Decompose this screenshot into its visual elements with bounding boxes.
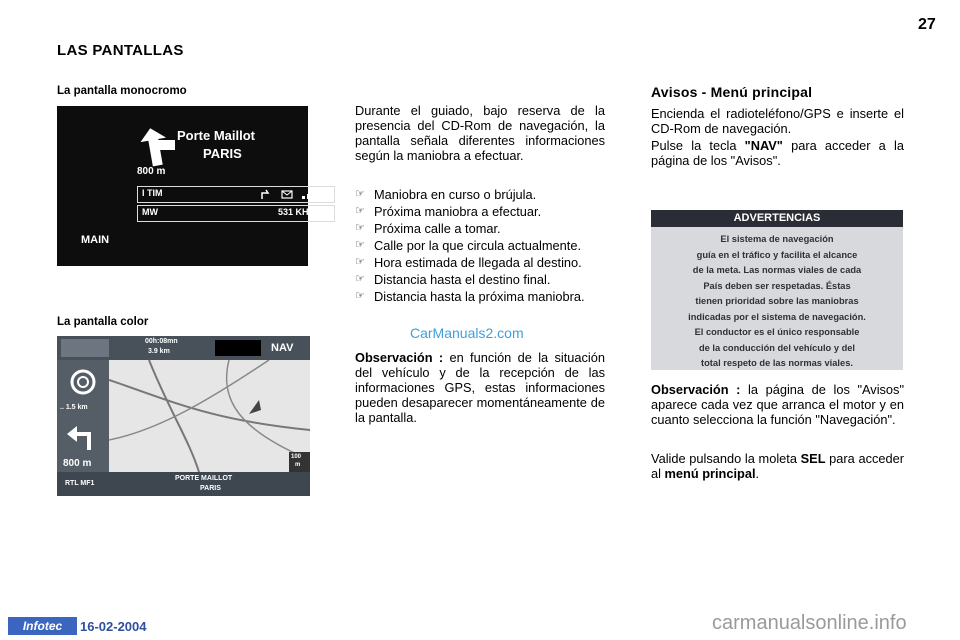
mono-screen-label: La pantalla monocromo [57,85,187,97]
map [109,360,310,472]
nav-key: "NAV" [744,138,783,153]
observation-label: Observación : [355,350,444,365]
color-dist-total: 3.9 km [148,348,170,355]
mono-distance: 800 m [137,166,166,177]
turn-left-arrow-icon [139,124,179,168]
list-item: ☞ Hora estimada de llegada al destino. [355,255,582,270]
pointing-hand-icon: ☞ [355,205,365,217]
mono-row1-left: I TIM [142,188,163,198]
color-nav: NAV [271,342,294,354]
color-scale-num: 100 [291,454,302,460]
watermark-center: CarManuals2.com [410,325,524,341]
pointing-hand-icon: ☞ [355,188,365,200]
main-menu-label: menú principal [664,466,756,481]
observation-text: en función de la situación del vehículo y de la recepción de las informaciones GPS, estas informaciones pueden desaparecer momentáneamente de la pantalla. [355,350,606,425]
list-item: ☞ Próxima calle a tomar. [355,221,501,236]
map-roads [109,360,310,472]
pointing-hand-icon: ☞ [355,290,365,302]
status-icons [258,189,328,200]
warning-title: ADVERTENCIAS [651,210,903,227]
mono-row-radio [137,205,335,222]
pointing-hand-icon: ☞ [355,256,365,268]
right-paragraph-3: Valide pulsando la moleta SEL para acceder al menú principal. [651,451,904,481]
right-paragraph-2: Pulse la tecla "NAV" para acceder a la página de los "Avisos". [651,138,904,168]
right-observation: Observación : la página de los "Avisos" aparece cada vez que arranca el motor y en cuanto selecciona la función "Navegación". [651,382,904,427]
mono-city: PARIS [203,146,242,161]
color-scale-unit: m [295,462,301,468]
mono-row2-right: 531 KHz [278,207,314,217]
color-screen-image [57,336,310,496]
mono-screen-image [57,106,314,266]
roundabout-icon [69,368,97,396]
observation-paragraph [355,350,605,425]
section-heading: Avisos - Menú principal [651,84,813,100]
list-item: ☞ Distancia hasta la próxima maniobra. [355,289,585,304]
footer-watermark: carmanualsonline.info [712,612,907,634]
color-next-dist: .. 1.5 km [60,404,88,411]
right-observation-label: Observación : [651,382,741,397]
turn-left-arrow-icon [65,420,101,450]
color-street: PORTE MAILLOT [175,475,233,482]
list-item: ☞ Distancia hasta el destino final. [355,272,551,287]
bullet-list [355,187,605,306]
mono-row2-left: MW [142,207,158,217]
mono-mode: MAIN [81,234,110,246]
list-item: ☞ Maniobra en curso o brújula. [355,187,537,202]
page-number: 27 [918,16,936,33]
color-top-icons [61,339,109,357]
color-time: 00h:08mn [145,338,178,345]
color-screen-label: La pantalla color [57,316,149,328]
warning-box [651,210,903,370]
intro-paragraph: Durante el guiado, bajo reserva de la presencia del CD-Rom de navegación, la pantalla señala diferentes informaciones según la maniobra a efectuar. [355,103,605,163]
sel-key: SEL [800,451,826,466]
pointing-hand-icon: ☞ [355,222,365,234]
color-black-field [215,340,261,356]
page-title: LAS PANTALLAS [57,42,184,59]
color-turn-dist: 800 m [63,458,92,469]
footer-date: 16-02-2004 [80,619,147,634]
pointing-hand-icon: ☞ [355,239,365,251]
mono-street: Porte Maillot [177,128,256,143]
right-paragraph-1: Encienda el radioteléfono/GPS e inserte el CD-Rom de navegación. [651,106,904,136]
mono-row-phone [137,186,335,203]
pointing-hand-icon: ☞ [355,273,365,285]
color-city: PARIS [200,485,221,492]
infotec-logo: Infotec [8,617,77,635]
color-station: RTL MF1 [65,480,95,487]
warning-body: El sistema de navegación guía en el tráfico y facilita el alcance de la meta. Las normas viales de cada País deben ser respetadas. Éstas tienen prioridad sobre las maniobras indicadas por el sistema de navegación. El conductor es el único responsable de la conducción del vehículo y del total respeto de las normas viales. [688,234,866,368]
list-item: ☞ Calle por la que circula actualmente. [355,238,581,253]
list-item: ☞ Próxima maniobra a efectuar. [355,204,542,219]
